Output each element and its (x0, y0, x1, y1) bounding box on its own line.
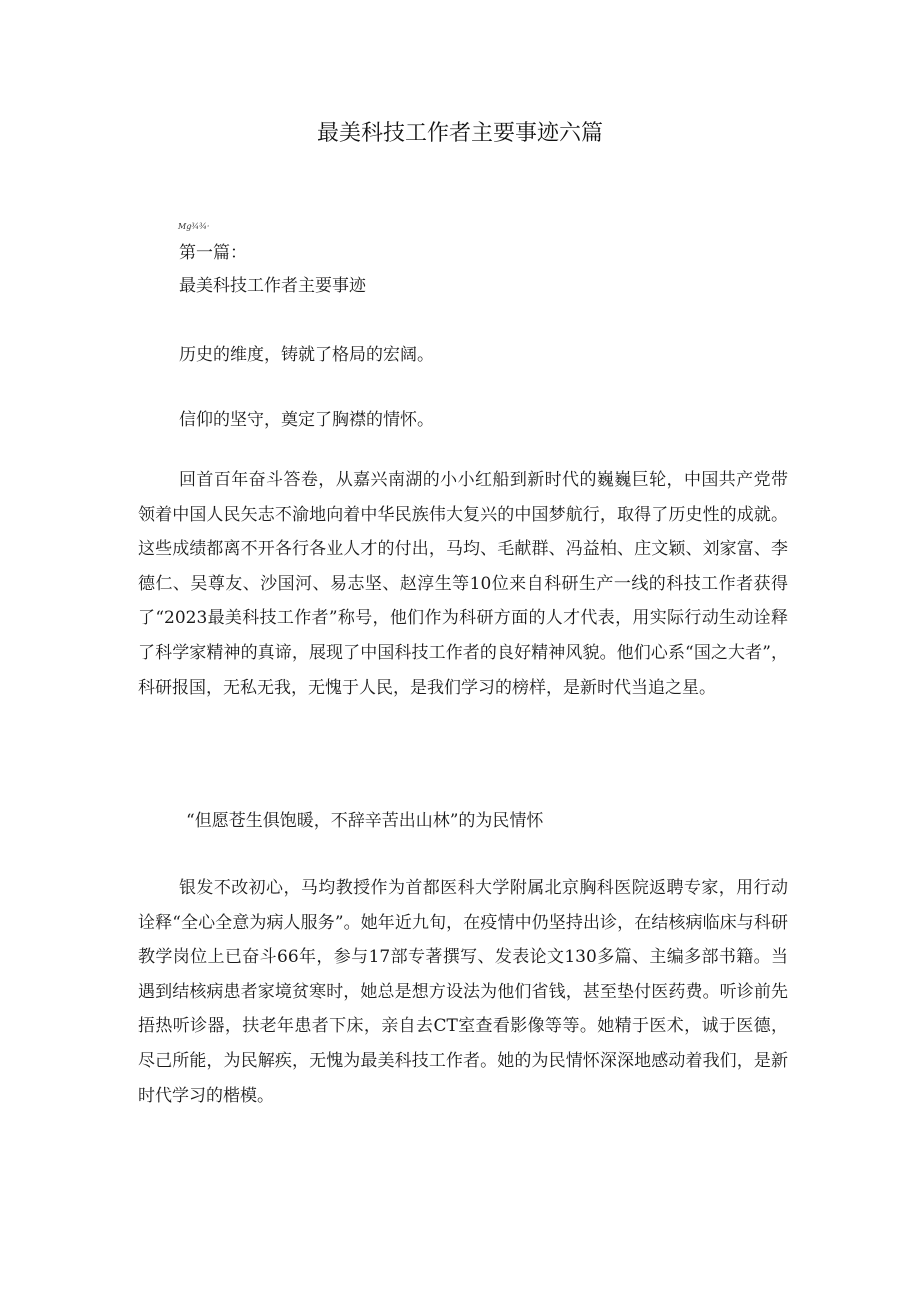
section-subheading: “但愿苍生俱饱暖，不辞辛苦出山林”的为民情怀 (186, 811, 544, 831)
document-title: 最美科技工作者主要事迹六篇 (316, 121, 603, 146)
section-title: 最美科技工作者主要事迹 (179, 276, 366, 296)
body-paragraph-2: 银发不改初心，马均教授作为首都医科大学附属北京胸科医院返聘专家，用行动诠释“全心全意为病人服务”。她年近九旬，在疫情中仍坚持出诊，在结核病临床与科研教学岗位上已奋斗66年，参与17部专著撰写、发表论文130多篇、主编多部书籍。当遇到结核病患者家境贫寒时，她总是想方设法为他们省钱，甚至垫付医药费。听诊前先捂热听诊器，扶老年患者下床，亲自去CT室查看影像等等。她精于医术，诚于医德，尽己所能，为民解疾，无愧为最美科技工作者。她的为民情怀深深地感动着我们，是新时代学习的楷模。 (138, 878, 788, 1106)
handwritten-mark: Mg¾¾· (178, 222, 210, 231)
text-line-2: 信仰的坚守，奠定了胸襟的情怀。 (179, 410, 434, 430)
text-line-1: 历史的维度，铸就了格局的宏阔。 (179, 345, 434, 365)
section-label: 第一篇： (179, 243, 247, 263)
body-paragraph-1: 回首百年奋斗答卷，从嘉兴南湖的小小红船到新时代的巍巍巨轮，中国共产党带领着中国人民矢志不渝地向着中华民族伟大复兴的中国梦航行，取得了历史性的成就。这些成绩都离不开各行各业人才的付出，马均、毛献群、冯益柏、庄文颖、刘家富、李德仁、吴尊友、沙国河、易志坚、赵淳生等10位来自科研生产一线的科技工作者获得了“2023最美科技工作者”称号，他们作为科研方面的人才代表，用实际行动生动诠释了科学家精神的真谛，展现了中国科技工作者的良好精神风貌。他们心系“国之大者”，科研报国，无私无我，无愧于人民，是我们学习的榜样，是新时代当追之星。 (138, 470, 788, 698)
